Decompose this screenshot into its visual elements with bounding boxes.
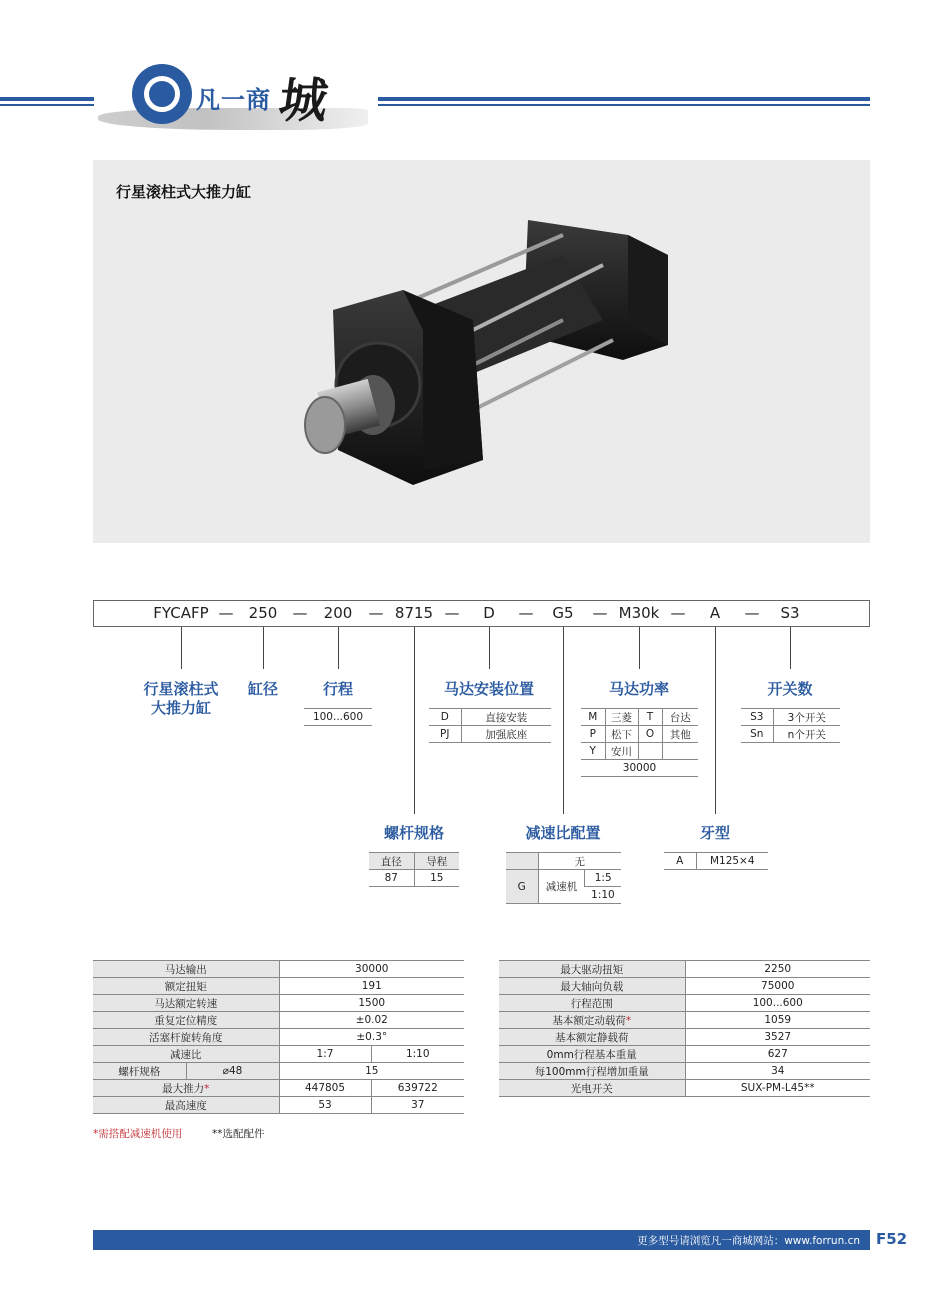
cat-stroke: 行程 xyxy=(322,680,354,698)
screw-header: 导程 xyxy=(414,853,459,870)
brand-name: 其他 xyxy=(662,726,698,743)
table-row xyxy=(93,995,464,1012)
table-row xyxy=(429,726,551,743)
spec-value: ±0.3° xyxy=(279,1029,464,1046)
motor-mount-table xyxy=(429,708,551,743)
connector-line xyxy=(563,627,564,814)
spec-label-text: 基本额定动载荷 xyxy=(552,1014,626,1027)
asterisk: * xyxy=(204,1082,210,1095)
brand-code: O xyxy=(638,726,662,743)
table-row xyxy=(499,1029,870,1046)
screw-header: 直径 xyxy=(369,853,414,870)
reducer-ratio: 1:10 xyxy=(585,887,621,904)
spec-label: 0mm行程基本重量 xyxy=(499,1046,685,1063)
reducer-table xyxy=(506,852,621,904)
table-row xyxy=(93,1012,464,1029)
brand-name-big: 城 xyxy=(275,73,332,129)
table-row xyxy=(499,995,870,1012)
brand-name: 凡一商 xyxy=(196,86,271,114)
table-row xyxy=(581,743,698,760)
table-row xyxy=(93,978,464,995)
brand-code: T xyxy=(638,709,662,726)
footnote-reducer: *需搭配减速机使用 xyxy=(93,1128,183,1140)
brand-name: 安川 xyxy=(605,743,638,760)
connector-line xyxy=(181,627,182,669)
table-row xyxy=(506,853,621,870)
brand-name xyxy=(662,743,698,760)
table-row xyxy=(499,1063,870,1080)
thread-code: A xyxy=(664,853,696,870)
brand-name: 松下 xyxy=(605,726,638,743)
code-switch: S3 xyxy=(780,604,800,622)
spec-label: 螺杆规格 xyxy=(93,1063,186,1080)
spec-value: 1500 xyxy=(279,995,464,1012)
spec-label: 重复定位精度 xyxy=(93,1012,279,1029)
spec-label: 马达输出 xyxy=(93,961,279,978)
switch-desc: n个开关 xyxy=(773,726,840,743)
footer-bar xyxy=(93,1230,870,1250)
connector-line xyxy=(639,627,640,669)
thread-table xyxy=(664,852,768,870)
code-sep: — xyxy=(592,604,608,622)
cat-type xyxy=(143,680,218,718)
power-value: 30000 xyxy=(581,760,698,777)
spec-value: 15 xyxy=(279,1063,464,1080)
reducer-label: 减速机 xyxy=(538,870,585,904)
brand-name: 台达 xyxy=(662,709,698,726)
footnote-optional: **选配配件 xyxy=(212,1128,265,1140)
cat-reducer: 减速比配置 xyxy=(525,824,601,842)
screw-table xyxy=(369,852,459,887)
header-bar-left xyxy=(0,97,94,101)
spec-table-right xyxy=(499,960,870,1097)
spec-label: 基本额定静载荷 xyxy=(499,1029,685,1046)
screw-lead: 15 xyxy=(414,870,459,887)
spec-value: 627 xyxy=(685,1046,870,1063)
spec-value: 1:10 xyxy=(371,1046,464,1063)
spec-value: 639722 xyxy=(371,1080,464,1097)
cat-type-line1: 行星滚柱式 xyxy=(143,680,219,698)
spec-value: 100...600 xyxy=(685,995,870,1012)
spec-value: 75000 xyxy=(685,978,870,995)
table-row xyxy=(741,726,840,743)
mount-desc: 直接安装 xyxy=(461,709,551,726)
table-row xyxy=(93,1063,464,1080)
code-power: M30k xyxy=(618,604,660,622)
spec-value: 1059 xyxy=(685,1012,870,1029)
mount-desc: 加强底座 xyxy=(461,726,551,743)
code-mount: D xyxy=(483,604,495,622)
brand-name: 三菱 xyxy=(605,709,638,726)
table-row xyxy=(93,1080,464,1097)
table-row xyxy=(499,1046,870,1063)
code-reducer: G5 xyxy=(552,604,574,622)
spec-label: ⌀48 xyxy=(186,1063,279,1080)
spec-value: 191 xyxy=(279,978,464,995)
spec-value: 1:7 xyxy=(279,1046,371,1063)
table-row xyxy=(93,1029,464,1046)
code-sep: — xyxy=(518,604,534,622)
spec-label: 马达额定转速 xyxy=(93,995,279,1012)
connector-line xyxy=(263,627,264,669)
table-row xyxy=(93,961,464,978)
spec-value: 3527 xyxy=(685,1029,870,1046)
spec-value: SUX-PM-L45** xyxy=(685,1080,870,1097)
table-row xyxy=(93,1046,464,1063)
page-number: F52 xyxy=(876,1230,908,1248)
spec-label xyxy=(499,1012,685,1029)
spec-label-text: 最大推力 xyxy=(162,1082,205,1095)
mount-code: PJ xyxy=(429,726,461,743)
spec-label: 额定扭矩 xyxy=(93,978,279,995)
spec-value: ±0.02 xyxy=(279,1012,464,1029)
reducer-none: 无 xyxy=(538,853,621,870)
logo-icon xyxy=(132,64,192,124)
table-row xyxy=(581,760,698,777)
footer-website-text[interactable]: 更多型号请浏览凡一商城网站：www.forrun.cn xyxy=(637,1235,860,1247)
header-bar-right-thin xyxy=(378,104,870,106)
header-bar-left-thin xyxy=(0,104,94,106)
table-row xyxy=(499,1080,870,1097)
spec-label: 最大驱动扭矩 xyxy=(499,961,685,978)
cat-type-line2: 大推力缸 xyxy=(150,699,212,717)
brand-code: M xyxy=(581,709,605,726)
reducer-code: G xyxy=(506,870,538,904)
cylinder-image xyxy=(93,160,870,543)
switch-desc: 3个开关 xyxy=(773,709,840,726)
spec-value: 34 xyxy=(685,1063,870,1080)
spec-label: 最大轴向负载 xyxy=(499,978,685,995)
table-row xyxy=(369,853,459,870)
product-title: 行星滚柱式大推力缸 xyxy=(116,183,252,201)
switch-table xyxy=(741,708,840,743)
code-sep: — xyxy=(368,604,384,622)
motor-power-table xyxy=(581,708,698,777)
spec-label xyxy=(93,1080,279,1097)
connector-line xyxy=(414,627,415,814)
code-screw: 8715 xyxy=(394,604,434,622)
connector-line xyxy=(790,627,791,669)
switch-code: S3 xyxy=(741,709,773,726)
cat-bore: 缸径 xyxy=(247,680,279,698)
brand-code: Y xyxy=(581,743,605,760)
product-image-panel xyxy=(93,160,870,543)
spec-value: 447805 xyxy=(279,1080,371,1097)
table-row xyxy=(664,853,768,870)
code-sep: — xyxy=(292,604,308,622)
cat-switch-count: 开关数 xyxy=(767,680,813,698)
connector-line xyxy=(489,627,490,669)
stroke-table xyxy=(304,708,372,726)
code-sep: — xyxy=(744,604,760,622)
header-bar-right xyxy=(378,97,870,101)
connector-line xyxy=(715,627,716,814)
code-sep: — xyxy=(444,604,460,622)
spec-label: 每100mm行程增加重量 xyxy=(499,1063,685,1080)
spec-label: 最高速度 xyxy=(93,1097,279,1114)
cat-thread: 牙型 xyxy=(699,824,731,842)
code-sep: — xyxy=(670,604,686,622)
table-row xyxy=(429,709,551,726)
code-series: FYCAFP xyxy=(153,604,209,622)
spec-label: 活塞杆旋转角度 xyxy=(93,1029,279,1046)
mount-code: D xyxy=(429,709,461,726)
cat-motor-mount: 马达安装位置 xyxy=(443,680,535,698)
connector-line xyxy=(338,627,339,669)
spec-label: 光电开关 xyxy=(499,1080,685,1097)
table-row xyxy=(499,1012,870,1029)
table-row xyxy=(506,870,621,887)
spec-value: 30000 xyxy=(279,961,464,978)
spec-label: 减速比 xyxy=(93,1046,279,1063)
reducer-ratio: 1:5 xyxy=(585,870,621,887)
table-row xyxy=(499,961,870,978)
table-row xyxy=(581,726,698,743)
table-row xyxy=(741,709,840,726)
switch-code: Sn xyxy=(741,726,773,743)
table-row xyxy=(369,870,459,887)
code-bore: 250 xyxy=(248,604,278,622)
cat-motor-power: 马达功率 xyxy=(608,680,670,698)
spec-value: 53 xyxy=(279,1097,371,1114)
spec-label: 行程范围 xyxy=(499,995,685,1012)
code-thread: A xyxy=(709,604,721,622)
brand-code: P xyxy=(581,726,605,743)
code-stroke: 200 xyxy=(323,604,353,622)
table-row xyxy=(499,978,870,995)
brand-code xyxy=(638,743,662,760)
table-row xyxy=(93,1097,464,1114)
spec-table-left xyxy=(93,960,464,1114)
cat-screw-spec: 螺杆规格 xyxy=(383,824,445,842)
spec-value: 37 xyxy=(371,1097,464,1114)
thread-desc: M125×4 xyxy=(696,853,768,870)
stroke-range: 100...600 xyxy=(304,709,372,726)
asterisk: * xyxy=(625,1014,632,1027)
table-row xyxy=(581,709,698,726)
screw-diameter: 87 xyxy=(369,870,414,887)
spec-value: 2250 xyxy=(685,961,870,978)
code-sep: — xyxy=(218,604,234,622)
